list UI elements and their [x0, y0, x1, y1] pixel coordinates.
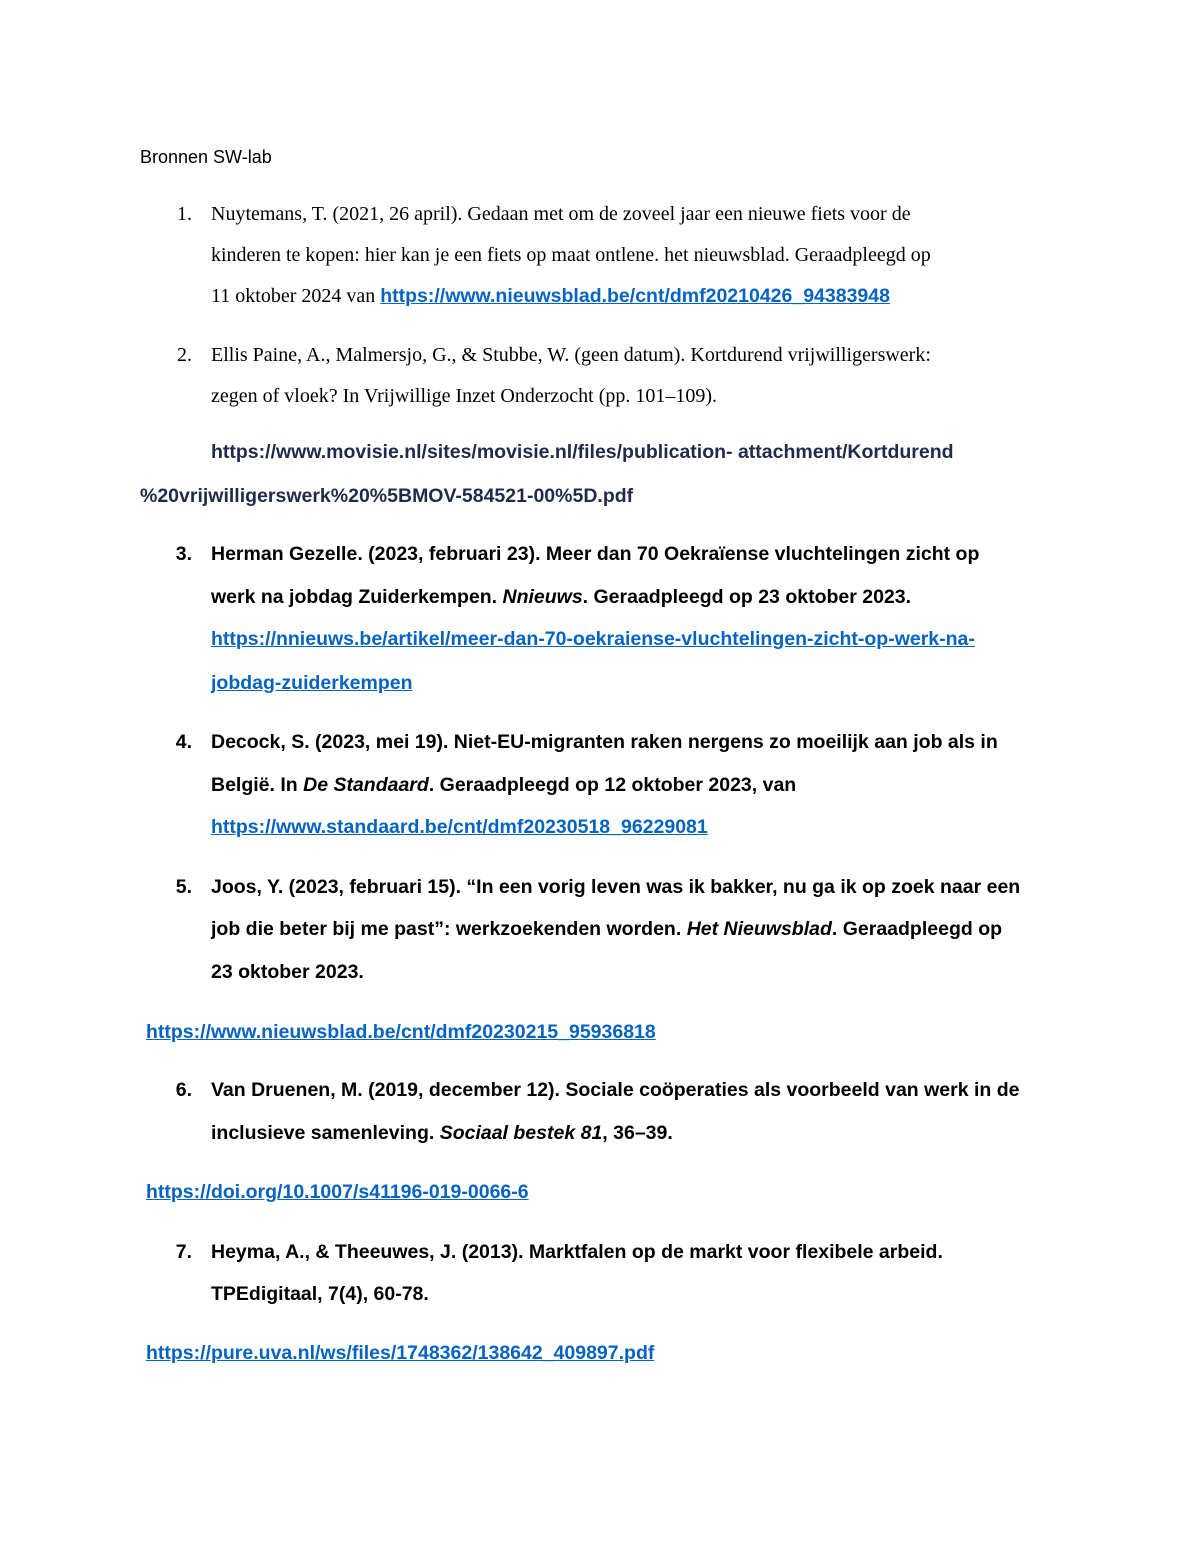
reference-line: Van Druenen, M. (2019, december 12). Sociale coöperaties als voorbeeld van werk in de — [211, 1079, 1020, 1101]
reference-line: Heyma, A., & Theeuwes, J. (2013). Marktfalen op de markt voor flexibele arbeid. — [211, 1241, 943, 1263]
publication-name: De Standaard — [303, 774, 429, 796]
reference-line: kinderen te kopen: hier kan je een fiets op maat ontlene. het nieuwsblad. Geraadpleegd op — [211, 244, 931, 266]
reference-number: 6. — [175, 1079, 192, 1101]
reference-link[interactable]: https://www.standaard.be/cnt/dmf20230518_96229081 — [211, 816, 708, 838]
reference-link[interactable]: https://nnieuws.be/artikel/meer-dan-70-oekraiense-vluchtelingen-zicht-op-werk-na- — [211, 628, 975, 650]
reference-text: werk na jobdag Zuiderkempen. — [211, 586, 503, 608]
reference-line: Herman Gezelle. (2023, februari 23). Meer dan 70 Oekraïense vluchtelingen zicht op — [211, 543, 980, 565]
reference-link-line — [211, 628, 975, 651]
publication-name: Nnieuws — [502, 586, 583, 608]
reference-text: . Geraadpleegd op 12 oktober 2023, van — [428, 774, 797, 796]
reference-text: . Geraadpleegd op 23 oktober 2023. — [582, 586, 912, 608]
reference-line — [211, 285, 890, 308]
reference-text: 11 oktober 2024 van — [211, 285, 381, 307]
reference-link-line — [211, 816, 708, 839]
reference-line — [211, 586, 911, 609]
reference-line — [211, 1122, 673, 1145]
reference-line: Decock, S. (2023, mei 19). Niet-EU-migranten raken nergens zo moeilijk aan job als in — [211, 731, 998, 753]
reference-number: 4. — [175, 731, 192, 753]
reference-line: TPEdigitaal, 7(4), 60-78. — [211, 1283, 429, 1305]
reference-url-text: https://www.movisie.nl/sites/movisie.nl/files/publication- attachment/Kortdurend — [211, 441, 954, 463]
reference-link[interactable]: https://www.nieuwsblad.be/cnt/dmf20230215_95936818 — [146, 1021, 656, 1043]
reference-link[interactable]: https://doi.org/10.1007/s41196-019-0066-6 — [146, 1181, 529, 1203]
reference-line: Joos, Y. (2023, februari 15). “In een vorig leven was ik bakker, nu ga ik op zoek naar een — [211, 876, 1021, 898]
reference-line — [211, 918, 1002, 941]
reference-url-text: %20vrijwilligerswerk%20%5BMOV-584521-00%5D.pdf — [140, 485, 634, 507]
reference-text: . Geraadpleegd op — [831, 918, 1003, 940]
publication-name: Sociaal bestek 81 — [439, 1122, 603, 1144]
reference-link-line — [146, 1342, 654, 1365]
reference-link-line — [146, 1181, 529, 1204]
reference-link[interactable]: https://pure.uva.nl/ws/files/1748362/138642_409897.pdf — [146, 1342, 655, 1364]
reference-line: Nuytemans, T. (2021, 26 april). Gedaan met om de zoveel jaar een nieuwe fiets voor de — [211, 203, 911, 225]
reference-number: 2. — [177, 344, 192, 366]
reference-link[interactable]: https://www.nieuwsblad.be/cnt/dmf20210426_94383948 — [380, 285, 890, 307]
reference-number: 7. — [175, 1241, 192, 1263]
reference-line — [211, 774, 796, 797]
reference-link-line — [211, 672, 413, 695]
reference-text: inclusieve samenleving. — [211, 1122, 440, 1144]
publication-name: Het Nieuwsblad — [686, 918, 832, 940]
page-title: Bronnen SW-lab — [140, 147, 272, 167]
reference-line: Ellis Paine, A., Malmersjo, G., & Stubbe, W. (geen datum). Kortdurend vrijwilligerswerk: — [211, 344, 931, 366]
reference-number: 1. — [177, 203, 192, 225]
reference-line: zegen of vloek? In Vrijwillige Inzet Onderzocht (pp. 101–109). — [211, 385, 718, 407]
reference-text: België. In — [211, 774, 304, 796]
reference-text: , 36–39. — [602, 1122, 673, 1144]
reference-number: 5. — [175, 876, 192, 898]
reference-link-line — [146, 1021, 656, 1044]
reference-link[interactable]: jobdag-zuiderkempen — [211, 672, 413, 694]
reference-number: 3. — [175, 543, 192, 565]
reference-text: job die beter bij me past”: werkzoekenden worden. — [211, 918, 687, 940]
reference-line: 23 oktober 2023. — [211, 961, 364, 983]
